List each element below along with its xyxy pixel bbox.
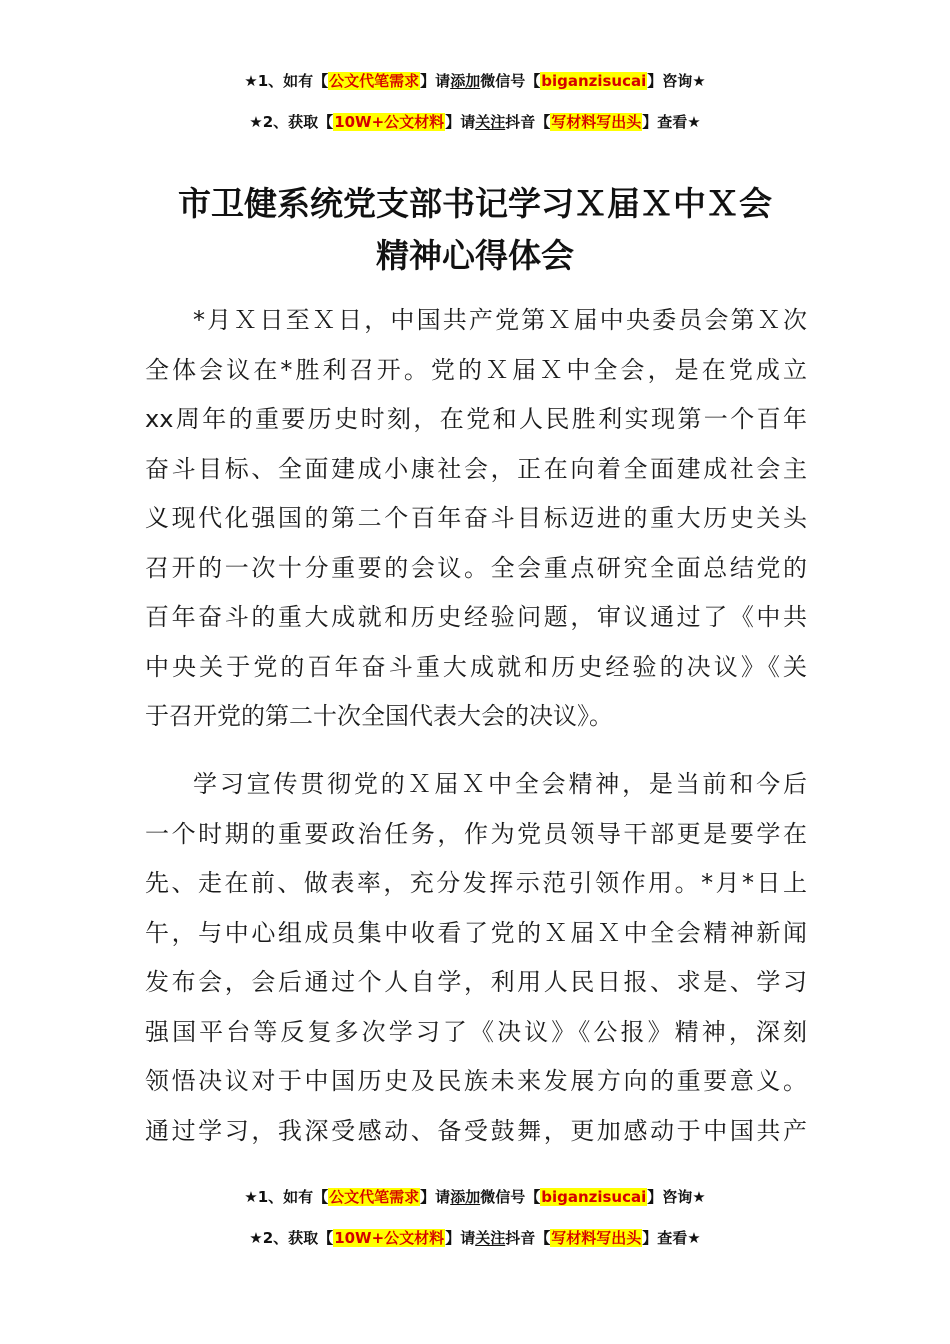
banner-text: 抖音【 [505, 113, 551, 131]
banner-highlight-wechat-id: biganzisucai [541, 72, 647, 90]
banner-underlined-text: 添加 [450, 72, 481, 90]
banner-highlight-service: 公文代笔需求 [329, 1188, 420, 1206]
banner-prefix: ★1、如有【 [244, 1188, 329, 1206]
banner-text: 微信号【 [480, 1188, 541, 1206]
paragraph-line: 中央关于党的百年奋斗重大成就和历史经验的决议》《关 [145, 652, 807, 681]
paragraph-line: 于召开党的第二十次全国代表大会的决议》。 [145, 702, 613, 730]
paragraph-line: 义现代化强国的第二个百年奋斗目标迈进的重大历史关头 [145, 504, 807, 532]
paragraph-line: 全体会议在*胜利召开。党的Ｘ届Ｘ中全会，是在党成立 [145, 355, 807, 384]
paragraph-line: 强国平台等反复多次学习了《决议》《公报》精神，深刻 [145, 1017, 807, 1046]
banner-text: 】请 [420, 1188, 451, 1206]
paragraph-line: 先、走在前、做表率，充分发挥示范引领作用。*月*日上 [145, 869, 807, 897]
paragraph-line: 百年奋斗的重大成就和历史经验问题，审议通过了《中共 [145, 603, 807, 631]
paragraph-line: xx周年的重要历史时刻，在党和人民胜利实现第一个百年 [145, 405, 807, 433]
document-title [140, 178, 810, 282]
banner-highlight-douyin-id: 写材料写出头 [551, 1229, 642, 1247]
paragraph-line: 发布会，会后通过个人自学，利用人民日报、求是、学习 [145, 968, 807, 996]
banner-highlight-materials: 10W+公文材料 [334, 113, 445, 131]
banner-text: 】请 [445, 1229, 476, 1247]
banner-suffix: 】查看★ [642, 1229, 701, 1247]
banner-underlined-text: 关注 [475, 113, 506, 131]
top-banner-line-1 [0, 70, 950, 92]
top-banner-line-2 [0, 111, 950, 133]
paragraph-line: 通过学习，我深受感动、备受鼓舞，更加感动于中国共产 [145, 1116, 807, 1145]
banner-underlined-text: 关注 [475, 1229, 506, 1247]
banner-underlined-text: 添加 [450, 1188, 481, 1206]
banner-suffix: 】咨询★ [647, 1188, 706, 1206]
paragraph-2 [145, 760, 807, 1156]
paragraph-line: 午，与中心组成员集中收看了党的Ｘ届Ｘ中全会精神新闻 [145, 918, 807, 947]
banner-highlight-materials: 10W+公文材料 [334, 1229, 445, 1247]
bottom-banner-line-1 [0, 1186, 950, 1208]
banner-suffix: 】咨询★ [647, 72, 706, 90]
banner-prefix: ★2、获取【 [249, 113, 334, 131]
paragraph-line: *月Ｘ日至Ｘ日，中国共产党第Ｘ届中央委员会第Ｘ次 [193, 306, 807, 334]
paragraph-line: 一个时期的重要政治任务，作为党员领导干部更是要学在 [145, 819, 807, 848]
paragraph-line: 领悟决议对于中国历史及民族未来发展方向的重要意义。 [145, 1067, 807, 1095]
banner-text: 】请 [420, 72, 451, 90]
banner-text: 微信号【 [480, 72, 541, 90]
banner-text: 抖音【 [505, 1229, 551, 1247]
banner-highlight-service: 公文代笔需求 [329, 72, 420, 90]
banner-suffix: 】查看★ [642, 113, 701, 131]
banner-highlight-douyin-id: 写材料写出头 [551, 113, 642, 131]
bottom-banner-line-2 [0, 1227, 950, 1249]
paragraph-1 [145, 296, 807, 742]
paragraph-line: 学习宣传贯彻党的Ｘ届Ｘ中全会精神，是当前和今后 [193, 770, 807, 798]
banner-prefix: ★2、获取【 [249, 1229, 334, 1247]
banner-highlight-wechat-id: biganzisucai [541, 1188, 647, 1206]
title-line-2: 精神心得体会 [376, 236, 574, 275]
paragraph-line: 召开的一次十分重要的会议。全会重点研究全面总结党的 [145, 553, 807, 582]
title-line-1: 市卫健系统党支部书记学习Ｘ届Ｘ中Ｘ会 [178, 184, 772, 223]
paragraph-line: 奋斗目标、全面建成小康社会，正在向着全面建成社会主 [145, 454, 807, 483]
banner-prefix: ★1、如有【 [244, 72, 329, 90]
banner-text: 】请 [445, 113, 476, 131]
